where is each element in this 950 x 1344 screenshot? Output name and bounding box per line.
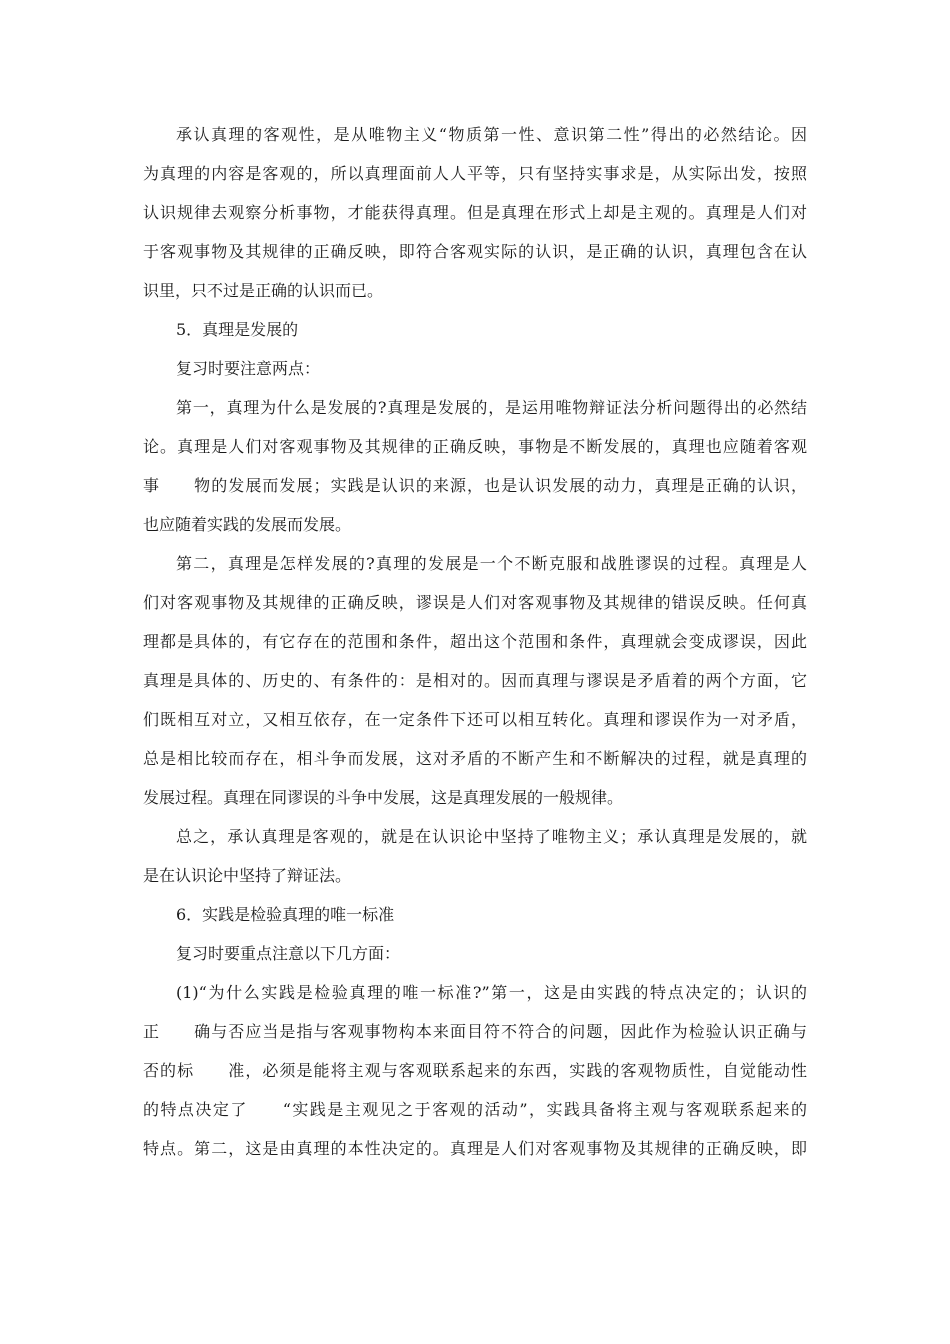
text-line: 也应随着实践的发展而发展。 [143, 515, 352, 534]
text-line: 总是相比较而存在，相斗争而发展，这对矛盾的不断产生和不断解决的过程，就是真理的 [143, 749, 807, 768]
text-line: 承认真理的客观性，是从唯物主义“物质第一性、意识第二性”得出的必然结论。因 [176, 125, 807, 144]
text-line: (1)“为什么实践是检验真理的唯一标准?”第一，这是由实践的特点决定的；认识的 [176, 983, 807, 1002]
text-line: 特点。第二，这是由真理的本性决定的。真理是人们对客观事物及其规律的正确反映，即 [143, 1139, 807, 1158]
text-line: 是在认识论中坚持了辩证法。 [143, 866, 352, 885]
text-line: 发展过程。真理在同谬误的斗争中发展，这是真理发展的一般规律。 [143, 788, 624, 807]
text-line: 们对客观事物及其规律的正确反映，谬误是人们对客观事物及其规律的错误反映。任何真 [143, 593, 807, 612]
text-line: 于客观事物及其规律的正确反映，即符合客观实际的认识，是正确的认识，真理包含在认 [143, 242, 807, 261]
text-line: 认识规律去观察分析事物，才能获得真理。但是真理在形式上却是主观的。真理是人们对 [143, 203, 807, 222]
text-line: 第二，真理是怎样发展的?真理的发展是一个不断克服和战胜谬误的过程。真理是人 [176, 554, 807, 573]
text-line: 真理是具体的、历史的、有条件的：是相对的。因而真理与谬误是矛盾着的两个方面，它 [143, 671, 807, 690]
text-line: 们既相互对立，又相互依存，在一定条件下还可以相互转化。真理和谬误作为一对矛盾， [143, 710, 807, 729]
text-line: 的特点决定了 “实践是主观见之于客观的活动”，实践具备将主观与客观联系起来的 [143, 1100, 807, 1119]
text-line: 理都是具体的，有它存在的范围和条件，超出这个范围和条件，真理就会变成谬误，因此 [143, 632, 807, 651]
text-line: 论。真理是人们对客观事物及其规律的正确反映，事物是不断发展的，真理也应随着客观 [143, 437, 807, 456]
text-line: 正 确与否应当是指与客观事物构本来面目符不符合的问题，因此作为检验认识正确与 [143, 1022, 807, 1041]
text-line: 否的标 准，必须是能将主观与客观联系起来的东西，实践的客观物质性，自觉能动性 [143, 1061, 807, 1080]
text-line: 复习时要注意两点： [176, 359, 321, 378]
text-line: 为真理的内容是客观的，所以真理面前人人平等，只有坚持实事求是，从实际出发，按照 [143, 164, 807, 183]
text-line: 识里，只不过是正确的认识而已。 [143, 281, 384, 300]
text-line: 总之，承认真理是客观的，就是在认识论中坚持了唯物主义；承认真理是发展的，就 [176, 827, 807, 846]
text-line: 事 物的发展而发展；实践是认识的来源，也是认识发展的动力，真理是正确的认识， [143, 476, 807, 495]
text-line: 复习时要重点注意以下几方面： [176, 944, 401, 963]
section-heading: 6．实践是检验真理的唯一标准 [176, 905, 395, 924]
section-heading: 5．真理是发展的 [176, 320, 299, 339]
text-line: 第一，真理为什么是发展的?真理是发展的，是运用唯物辩证法分析问题得出的必然结 [176, 398, 807, 417]
